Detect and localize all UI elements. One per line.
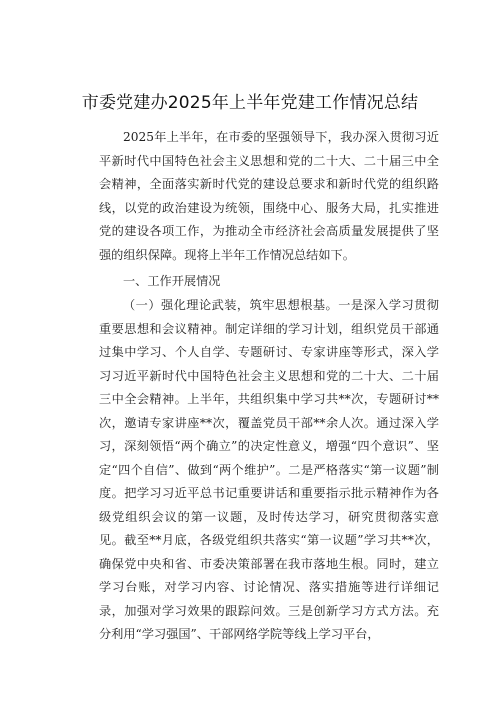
document-title: 市委党建办2025年上半年党建工作情况总结 xyxy=(81,93,419,113)
section-heading: 一、工作开展情况 xyxy=(123,274,221,288)
subsection-paragraph: （一）强化理论武装，筑牢思想根基。一是深入学习贯彻重要思想和会议精神。制定详细的学习计划，组织党员干部通过集中学习、个人自学、专题研讨、专家讲座等形式，深入学习习近平新时代中国特色社会主义思想和党的二十大、二十届三中全会精神。上半年，共组织集中学习共**次，专题研讨**次，邀请专家讲座**次，覆盖党员干部**余人次。通过深入学习，深刻领悟“两个确立”的决定性意义，增强“四个意识”、坚定“四个自信”、做到“两个维护”。二是严格落实“第一议题”制度。把学习习近平总书记重要讲话和重要指示批示精神作为各级党组织会议的第一议题，及时传达学习，研究贯彻落实意见。截至**月底，各级党组织共落实“第一议题”学习共**次，确保党中央和省、市委决策部署在我市落地生根。同时，建立学习台账，对学习内容、讨论情况、落实措施等进行详细记录，加强对学习效果的跟踪问效。三是创新学习方式方法。充分利用“学习强国”、干部网络学院等线上学习平台， xyxy=(99,298,439,641)
intro-paragraph: 2025年上半年，在市委的坚强领导下，我办深入贯彻习近平新时代中国特色社会主义思想和党的二十大、二十届三中全会精神，全面落实新时代党的建设总要求和新时代党的组织路线，以党的政治建设为统领，围绕中心、服务大局，扎实推进党的建设各项工作，为推动全市经济社会高质量发展提供了坚强的组织保障。现将上半年工作情况总结如下。 xyxy=(99,130,439,262)
